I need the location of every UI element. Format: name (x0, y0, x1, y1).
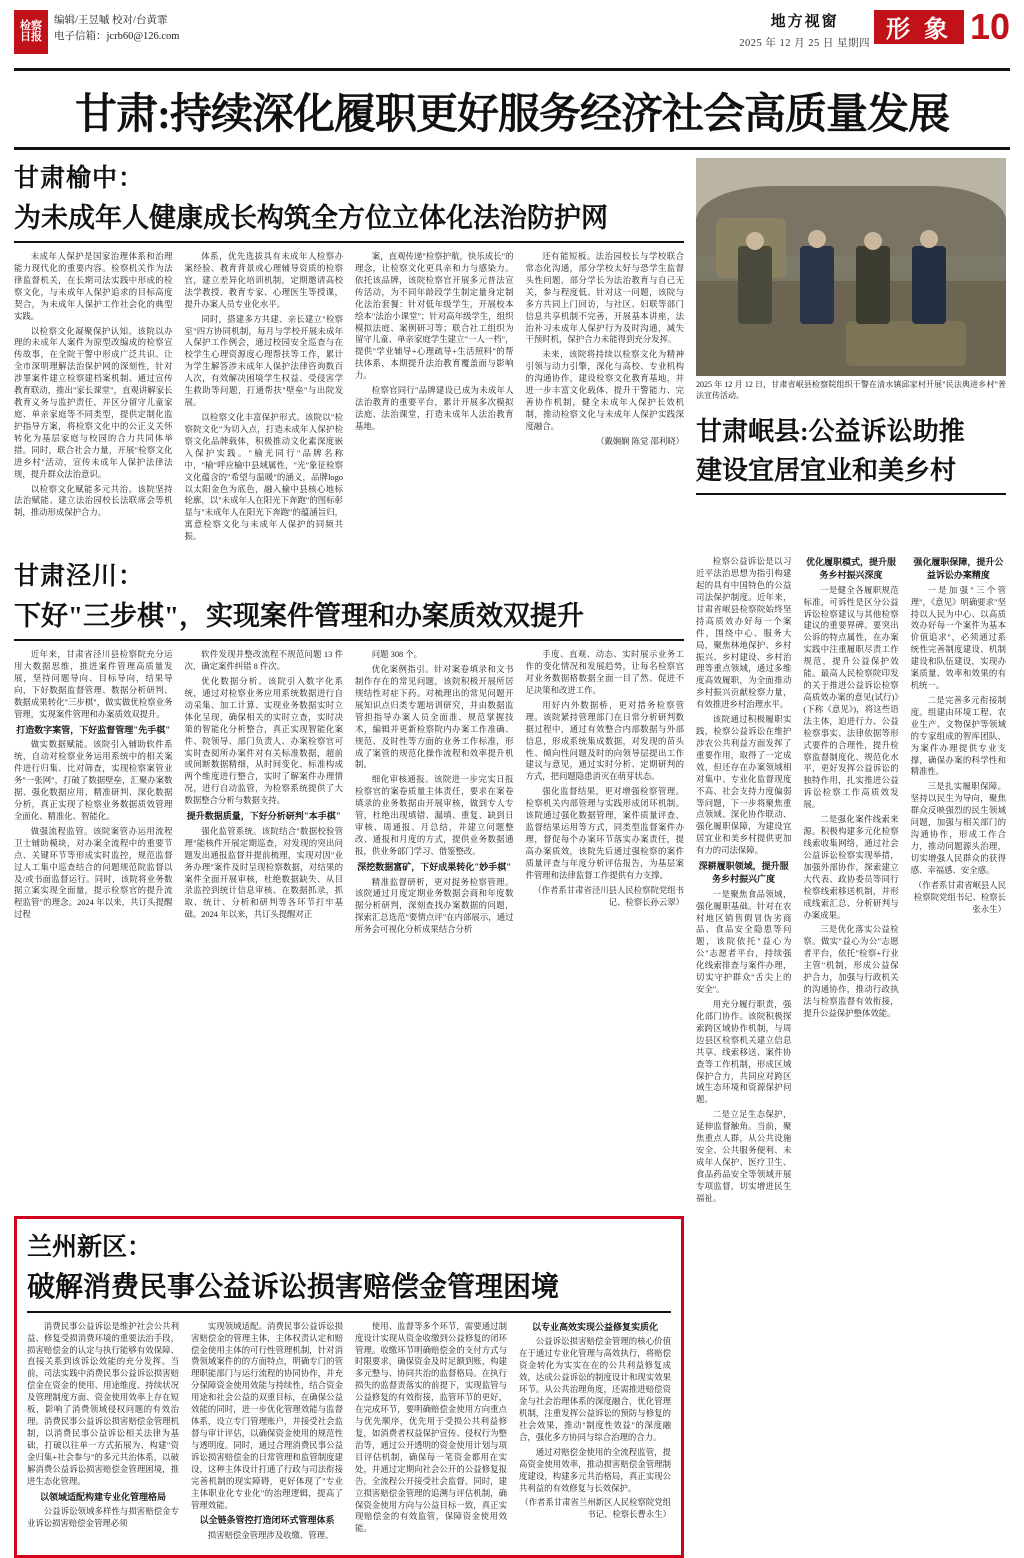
section1-sidebar (696, 158, 1006, 546)
section1-rule (14, 241, 684, 243)
subheading: 强化履职保障，提升公益诉讼办案精度 (913, 557, 1004, 580)
paragraph: 以检察文化赋能多元共治。该院坚持法治赋能、建立法治园校长法联席会等机制，推动形成保护合力。 (14, 484, 173, 518)
paragraph: 公益诉讼损害赔偿金管理的核心价值在于通过专业化管理与高效执行，将赔偿资金转化为实实在在的公共利益修复成效，达成公益诉讼的制度设计和现实效果环节。从公共治理角度，还需推进赔偿资金与社会治理体系的深度融合，优化管理机制，注重发挥公益诉讼的预防与修复的社会效果，推动"制度性效益"的深度融合，强化多方协同与综合治理的合力。 (519, 1337, 671, 1442)
section2-title-1: 甘肃泾川： (14, 563, 145, 591)
logo-line2: 日报 (20, 31, 42, 43)
paragraph: 该院通过积极履职实践，检察公益诉讼在维护涉农公共利益方面发挥了重要作用，取得了一定成效，但还存在办案领域相对集中、专业化监督现度不高、社会支持力度偏弱等问题，下一步将聚焦重点领域、深化协作联动、强化履职保障，为建设宜居宜业和美乡村提供更加有力的司法保障。 (696, 715, 792, 856)
paragraph: 使用、监督等多个环节，需要通过制度设计实现从资金收缴到公益修复的闭环管理。收缴环节明确赔偿金的支付方式与时限要求，确保资金及时足额到账，构建多元整与、协同共治的监督格局。在执行损失的监督责落实的前提下，实现监管与公益修复的有效衔接，监管环节的更好，在完成环节，要明确赔偿金使用方向重点与优先顺序，优先用于受损公共利益修复，如消费者权益保护宣传、侵权行为整治等，通过公开透明的资金使用计划与项目评估机制，确保每一笔资金都用在实处，并通过定期向社会公开的公益修复报告，全流程公开接受社会监督。同时，建立损害赔偿金管理的追溯与评估机制，确保资金使用方向与公益目标一致，真正实现赔偿金的有效监管，保障资金使用效能。 (355, 1321, 507, 1534)
logo-line1: 检察 (20, 20, 42, 32)
masthead-left (14, 10, 179, 54)
photo-person-head (746, 232, 764, 250)
subheading: 深挖数据富矿，下好成果转化"妙手棋" (357, 861, 512, 872)
section3-col3 (355, 1321, 507, 1545)
section1-col3 (355, 251, 514, 546)
paragraph: 以检察文化凝聚保护认知。该院以办理的未成年人案件为原型改编成的检察宣传故事，在全院干警中形成广泛共识、让全市深明理解法治保护网的深刻性，针对涉罪案件建立检察建档案机制、通过宣传教育联动，推出"家长课堂"，直观讲解家长教育义务与监护责任，并区分留守儿童家庭、单亲家庭等不同类型，提供定制化监护指导方案，将检察文化中的公正义关怀转化为基层家庭与校园的合力共同体举措。同时，联合社会力量，开展"检察文化进乡村"活动，宣传未成年人保护法律法规，提升群众法治意识。 (14, 326, 173, 479)
section-minxian-title-1: 甘肃岷县:公益诉讼助推 (696, 417, 965, 447)
subheading: 以全链条管控打造闭环式管理体系 (199, 1515, 335, 1526)
paragraph: 优化案例指引。针对案卷填录和文书制作存在的常见问题，该院积极开展所居规结性对症下药。对梳理出的常见问题开展知识点归类专题培训研究，并由数据监管担指导办案人员全面准、规范掌握技术，编辑并更新检察院内办案工作准确、规范、及时性等方面的业务工作标准，形成了案管的规范化操作流程和效率提升机制。 (355, 665, 514, 770)
subheading: 优化履职模式，提升服务乡村振兴深度 (805, 557, 896, 580)
section1-text (14, 158, 684, 546)
photo-person-head (864, 232, 882, 250)
photo-person (912, 246, 946, 324)
paragraph: 案，直观传递"检察护航，快乐成长"的理念，让检察文化更具亲和力与感染力。依托该品牌，该院检察官开展多元普法宣传活动，为不同年龄段学生制定量身定制化法治套餐：针对低年级学生，开展校本绘本"法治小课堂"；针对高年级学生，组织模拟法庭、案例研习等；联合社工组织为留守儿童、单亲家庭学生建立"一人一档"，提供"学业辅导+心理疏导+生活照料"的帮扶体系，本期提升法治教育覆盖面与影响力。 (355, 252, 514, 381)
section1-byline: （戴娴娴 陈觉 邵利晓） (596, 436, 684, 446)
section-lanzhou (14, 1216, 684, 1558)
paragraph: 一是健全各履职规范标准，可诉性是区分公益诉讼检察建议与其他检察建议的重要界碑。要突出公诉的特点属性，在办案实践中注重履职尽责工作规范，提升公益保护效能。最高人民检察院印发的关于推进公益诉讼检察高质效办案的意见(试行)》(下称《意见》)，将这些语法主体，迫进行力、公益检察事实、法律依据等形式要件的合理性，提升检察监督制度化、规范化水平，更好发挥公益诉讼的独特作用，扎实推进公益诉讼检察工作高质效发展。 (803, 585, 899, 810)
newspaper-logo (14, 10, 48, 54)
section3-byline: （作者系甘肃省兰州新区人民检察院党组书记、检察长曹永生） (520, 1498, 671, 1520)
section1-columns (14, 251, 684, 546)
section4-col2 (803, 556, 898, 1208)
paragraph: 用充分履行职责，强化部门协作。该院积极探索跨区域协作机制，与周边县区检察机关建立信息共享、线索移送、案件协查等工作机制，形成区域保护合力，共同应对跨区域生态环境和资源保护问题。 (696, 1000, 792, 1105)
section1-col1 (14, 251, 173, 546)
section4-col1 (696, 556, 791, 1208)
section3-title-1: 兰州新区： (27, 1233, 153, 1261)
paragraph: 同时，搭建多方共建、亲长建立"检察室"四方协同机制，每月与学校开展未成年人保护工作例会，通过校园安全巡查与在校学生心理资源度心理帮扶等工作，累计为学生解答涉未成年人保护法律咨询数百人次，有效解决困境学生权益、受侵害学生救助等问题，打通帮扶"壁垒"与出院发展。 (184, 314, 343, 408)
subheading: 打造数字案管，下好监督管理"先手棋" (16, 724, 171, 735)
section-lanzhou-right-spacer (696, 1208, 1006, 1558)
section3-title-2: 破解消费民事公益诉讼损害赔偿金管理困境 (27, 1271, 560, 1303)
paragraph: 问题 308 个。 (371, 650, 423, 660)
issue-date: 2025 年 12 月 25 日 星期四 (739, 38, 870, 49)
section-jingchuan-wrapper (14, 556, 1010, 1208)
section2-rule (14, 639, 684, 641)
page-number: 10 (969, 6, 1010, 47)
paragraph: 以检察文化丰富保护形式。该院以"检察院文化"为切入点，打造未成年人保护检察文化品牌载体，积极推动文化素深度嵌入保护实践。"榆光同行"品牌名称中，"榆"呼应榆中县域属性，"光"象征检察文化蕴含的"希望与温暖"的涵义，品牌logo以太阳金色为底色，融入榆中县核心地标轮廓，以"未成年人在阳光下奔跑"的图标彰显与"未成年人在阳光下奔跑"的蕴涵旨归，寓意检察文化与未成年人保护的同频共振。 (184, 412, 343, 542)
section4-col3 (911, 556, 1006, 1208)
section-lanzhou-wrapper (14, 1208, 1010, 1558)
paragraph: 还有能短板。法治园校长与学校联合常态化沟通，部分学校太好与恐学生监督头性问题，部分学长为法治教育与自己无关，参与程度低。针对这一问题，该院与多方共同上门回访，与社区、妇联等部门信息共享机制不完善，开展基本讲座，法治补习未成年人保护行为及时沟通，减失干预时机，保护合力未能得到充分发挥。 (525, 252, 684, 345)
photo-person (800, 246, 834, 324)
section3-rule (27, 1311, 671, 1313)
section-yuzhong (14, 158, 1010, 546)
section2-col1 (14, 649, 173, 939)
window-label: 地方视窗 (770, 14, 839, 30)
section1-col4 (526, 251, 685, 546)
photo-person (856, 246, 890, 324)
paragraph: 三是优化落实公益检察。做实"益心为公"志愿者平台，依托"检察+行业主管"机制，形成公益保护合力，加强与行政机关的沟通协作，推动行政执法与检察监督有效衔接，提升公益保护整体效能。 (803, 925, 899, 1018)
paragraph: 未成年人保护是国家治理体系和治理能力现代化的重要内容。检察机关作为法律监督机关，在长期司法实践中形成的检察文化，与未成年人保护追求的目标高度契合，为未成年人保护工作社会化的典型实践。 (14, 252, 173, 321)
paragraph: 消费民事公益诉讼是维护社会公共利益、修复受损消费环境的重要法治手段，损害赔偿金的认定与执行能够有效保障、直接关系到该诉讼效能的充分发挥。当前，司法实践中消费民事公益诉讼损害赔偿金在资金的使用、用途维度、持续状况及管理制度方面、资金使用效率上存在短板，影响了消费领域侵权问题的有效治理。消费民事公益诉讼损害赔偿金管理机制，以消费民事公益诉讼相关法律为基础，打破以往单一方式拓展为、构建"资金归集+社会参与"的多元共治体系，以破解消费公益诉讼损害赔偿金管理困境，推进生态化管理。 (27, 1321, 179, 1486)
paragraph: 二是完善多元衔接制度。组建由环境工程、农业生产、文物保护等领域的专家组成的智库团队，为案件办理提供专业支撑，确保办案的科学性和精准性。 (910, 695, 1006, 777)
headline-rule (14, 147, 1010, 150)
paragraph: 三是扎实履职保障。坚持以民生为导向，聚焦群众反映强烈的民生领域问题，加强与相关部门的沟通协作，形成工作合力，推动问题源头治理，切实增强人民群众的获得感、幸福感、安全感。 (910, 782, 1006, 875)
masthead (14, 0, 1010, 66)
paragraph: 用好内外数据桥，更对措务检察管理。该院紧持管理部门在日常分析研判数据过程中，通过有效整合内部数据与外部信息，形成系统集成数据，对发现的苗头性、倾向性问题及时的向领导层提出工作建议与意见，通过实时分析、定期研判的方式，把问题隐患消灭在萌芽状态。 (525, 700, 684, 782)
paragraph: 二是强化案件线索来源。积极构建多元化检察线索收集网络，通过社会公益诉讼检察实现举措，加强外部协作，探索建立大代表、政协委员等同行检察线索移送机制，并形成线索汇总、分析研判与办案成果。 (803, 815, 899, 920)
section3-columns (27, 1321, 671, 1545)
section1-title-1: 甘肃榆中： (14, 165, 145, 192)
paragraph: 未来，该院将持续以检察文化为精神引领与动力引擎，深化与高校、专业机构的沟通协作，建设检察文化教育基地，并进一步丰富文化载体、提升干警能力、完善协作机制，健全未成年人保护长效机制，推动检察文化与未成年人保护实践深度融合。 (525, 350, 684, 431)
section-jingchuan (14, 556, 684, 1208)
section4-byline: （作者系甘肃省岷县人民检察院党组书记、检察长张永生） (913, 880, 1006, 914)
masthead-rule (14, 68, 1010, 71)
paragraph: 一是加强"三个管理"，《意见》明确要求"坚持以人民为中心、以高质效办好每一个案件为基本价值追求"，必须通过系统性完善制度建设、机制建设和队伍建设，实现办案质量、效率和效果的有机统一。 (910, 585, 1006, 691)
paragraph: 近年来，甘肃省泾川县检察院充分运用大数据思维，推进案件管理高质量发展，坚持问题导向、目标导向，结果导向，下好数据监督管理、数据分析研判、数据成果转化"三步棋"，做实做优检察业务管理，实现案件管理和办案质效双提升。 (14, 650, 173, 719)
paragraph: 做强流程监管。该院案管办运用流程卫士辅助模块，对办案全流程中的重要节点、关键环节等形成实时监控，规范监督过人工集中巡查结合的问题规范院监督以及/或书面监督运行。同时，该院将业务数据立案实现全面量，提示检察官的提升流程监管"的理念。2024 年以来，共订头提醒过程 (14, 826, 173, 920)
section3-col4 (519, 1321, 671, 1545)
paragraph: 软件发现并整改流程不规范问题 13 件次，确定案件纠错 8 件次。 (184, 650, 343, 672)
paragraph: 强化监管系统。该院结合"数据校验管理"能核件开展定期巡查，对发现的突出问题发出通报监督并提前梳理，实现对因"业务办理"案件及时呈现检察数据，对结果的案件全面开展审核，杜绝数据缺失、从目录监控到统计信息审核、在数据抓录，抓取、统计、分析和研判等各环节打牢基础。2024 年以来，共订头提醒对正 (184, 826, 343, 920)
paragraph: 二是立足生态保护，延伸监督触角。当前，聚焦重点人群，从公共设施安全、公共服务便利、未成年人保护、医疗卫生、食品药品安全等领域开展专项监督，切实增进民生福祉。 (696, 1110, 792, 1203)
section-minxian-body (696, 556, 1006, 1208)
page-headline: 甘肃:持续深化履职更好服务经济社会高质量发展 (75, 92, 949, 138)
paragraph: 手度、直观、动态、实时展示业务工作的变化情况和发展趋势，让每名检察官对业务数据格数据全面一目了然、促进不足决策和改进工作。 (525, 650, 684, 695)
paragraph: 检察官同行"品牌建设已成为未成年人法治教育的重要平台，累计开展多次模拟法庭、法治课堂，打造未成年人法治教育基地。 (355, 386, 514, 431)
paragraph: 做实数据赋能。该院引入辅助软件系统，自动对检察业务运用系统中的相关案件进行归集、比对筛查，实现检察案管业务"一张网"，打破了数据壁垒，汇聚办案数据、强化数据应用、精准研判、深化数据分析，真正实现了检察业务数据质效管理全面化、精准化、智能化。 (14, 740, 173, 821)
section2-title-2: 下好"三步棋"，实现案件管理和办案质效双提升 (14, 601, 584, 632)
section3-col2 (191, 1321, 343, 1545)
paragraph: 强化监督结果，更对增强检察管理。检察机关内部管理与实践形成闭环机制。该院通过强化数据管理，案件质量评查、监督结果运用等方式，同类型监督案件办理，督促每个办案环节落实办案责任，提高办案质效，该院先后通过强检察的案件质量评查与年度分析评估报告，为基层案件管理和法律监督工作提供有力支撑。 (525, 787, 684, 880)
paragraph: 优化数据分析。该院引入数字化系统，通过对检察业务应用系统数据进行自动采集、加工计算、实现业务数据实时立体化呈现，确保相关的实时立查，实时决策的智能化分析整合，真正实现智能化案件、院领导、部门负责人、办案检察官可实时查阅所办案件对有关标准数据，超前或间断数据精细，从时间变化、标准构成两个维度进行整合，实时了解案件办理情况，进行自动监管，为检察系统提供了大数据整合分析与数据支持。 (184, 676, 343, 806)
section-lanzhou-outer (14, 1208, 684, 1558)
subheading: 以专业高效实现公益修复实质化 (531, 1321, 658, 1332)
subheading: 提升数据质量，下好分析研判"本手棋" (186, 811, 341, 822)
masthead-right (739, 6, 1010, 50)
section-minxian-title-2: 建设宜居宜业和美乡村 (696, 456, 957, 486)
paragraph: 一是聚焦食品领域，强化履职基础。针对在农村地区销售假冒伪劣商品、食品安全隐患等问题，该院依托"益心为公"志愿者平台，持续强化线索排查与案件办理，切实守护群众"舌尖上的安全"。 (696, 889, 792, 995)
section2-columns (14, 649, 684, 939)
photo-person-head (920, 230, 938, 248)
section2-byline: （作者系甘肃省泾川县人民检察院党组书记、检察长孙云翠） (533, 885, 684, 907)
section3-col1 (27, 1321, 179, 1545)
subheading: 以领域适配构建专业化管理格局 (39, 1491, 166, 1502)
paragraph: 通过对赔偿金使用的全流程监管，提高资金使用效率，推动损害赔偿金管理制度建设，构建多元共治格局，真正实现公共利益的有效修复与长效保护。 (519, 1447, 671, 1493)
section1-title-2: 为未成年人健康成长构筑全方位立体化法治防护网 (14, 203, 608, 233)
news-photo (696, 158, 1006, 376)
paragraph: 实现领域适配。消费民事公益诉讼损害赔偿金的管理主体，主体权责认定和赔偿金使用主体的可行性管理机制，针对消费领域案件的的方面特点，明确专门的管理职能部门与运行流程的协同协作，并充分保障资金使用效能与持续性，结合资金用途和社会公益的双重目标，在确保公益效能的同时，进一步优化管理效能与监督体系，设立专门管理账户，并接受社会监督与审计评估，以确保资金使用的规范性与透明度。同时，通过合理消费民事公益诉讼损害赔偿金的日常管理和监管制度建设，这种主体设计打通了行政与司法衔接完善机制的现实障碍，更好体现了"专业主体职业化专业化"的治理逻辑，提高了管理效能。 (191, 1321, 343, 1510)
photo-caption: 2025 年 12 月 12 日，甘肃省岷县检察院组织干警在清水镇邱家村开展"民法典进乡村"普法宣传活动。 (696, 380, 1006, 401)
editor-line: 编辑/王昱嘁 校对/台黄霏 (54, 15, 168, 26)
section-window (739, 10, 870, 50)
paragraph: 体系，优先选拔具有未成年人检察办案经验、教育背景或心理辅导资质的检察官，建立差异化培训机制，定期邀请高校法学教授、教育专家、心理医生等授课，提升办案人员专业化水平。 (184, 252, 343, 309)
photo-person-head (808, 230, 826, 248)
section4-columns (696, 556, 1006, 1208)
paragraph: 细化审核通报。该院进一步完实日报检察官的案卷质量主体责任，要求在案卷填录的业务数据由开展审核，做到专人专管，杜绝出现填错、漏填、重复、缺到日审核、周通报、月总结，并建立问题整改、通报和月度的方式，提供业务数据通报，供业务部门学习、借鉴整改。 (355, 775, 514, 856)
paragraph: 损害赔偿金管理涉及收缴、管理、 (207, 1531, 334, 1541)
section2-col4 (526, 649, 685, 939)
section2-col2 (185, 649, 344, 939)
section-minxian-rule (696, 493, 1006, 495)
photo-person (738, 246, 772, 324)
subheading: 深耕履职领域，提升服务乡村振兴广度 (698, 861, 789, 884)
paragraph: 精准监督研析，更对捉务检察管理。该院通过月度定期业务数据会商和年度数据分析研判，深刻查找办案数据的问题，探索汇总选范"要情点评"在内部展示，通过所务会可视化分析成果结合分析 (355, 877, 514, 935)
paragraph: 检察公益诉讼是以习近平法治思想为指引构建起的具有中国特色的公益司法保护制度。近年来，甘肃省岷县检察院始终坚持高质效办好每一个案件，围绕中心、服务大局，聚焦林地保护、乡村振兴、乡村建设、乡村治理等重点领域，通过多维度高效履职，为全面推动乡村振兴贡献检察力量，有效推进乡村治理水平。 (696, 557, 792, 710)
email-line: 电子信箱：jcrb60@126.com (54, 31, 180, 43)
section-label: 形 象 (874, 10, 964, 44)
masthead-credits (54, 10, 179, 54)
paragraph: 公益诉讼领域多样性与损害赔偿金专业诉讼损害赔偿金管理必须 (27, 1507, 179, 1529)
photo-brush-pile (846, 321, 966, 366)
section1-col2 (185, 251, 344, 546)
section2-col3 (355, 649, 514, 939)
